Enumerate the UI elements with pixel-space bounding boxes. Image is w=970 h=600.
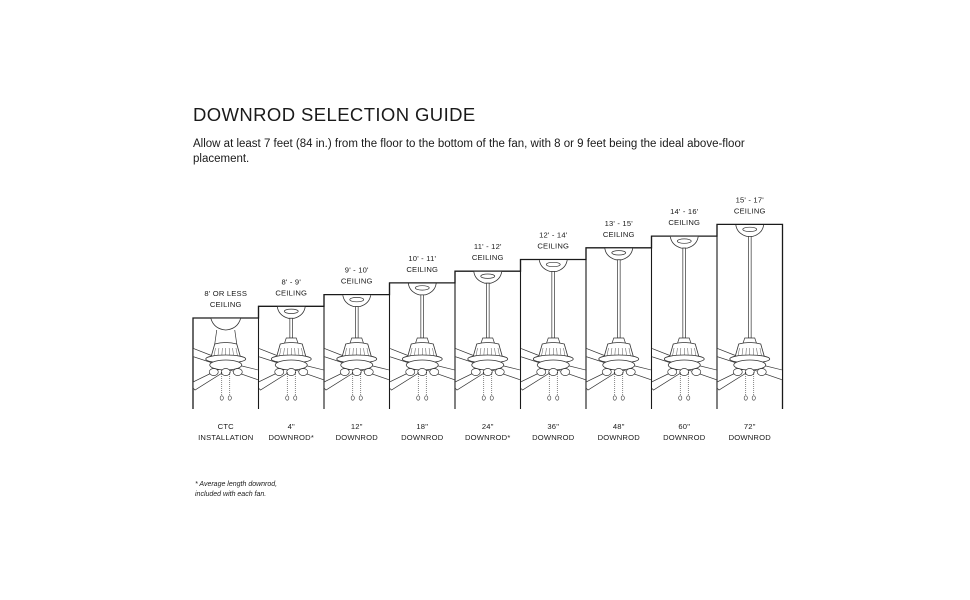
ceiling-height-label: 15' - 17' (735, 195, 764, 205)
page-title: DOWNROD SELECTION GUIDE (193, 104, 476, 125)
ceiling-height-label: CEILING (733, 206, 766, 216)
light-cup (406, 369, 415, 376)
pull-chain-fob (359, 396, 362, 400)
ceiling-fan-icon (447, 271, 529, 400)
motor-housing-top (215, 330, 237, 344)
light-cup (692, 369, 701, 376)
pull-chain-fob (228, 396, 231, 400)
downrod (552, 272, 555, 339)
light-cup (745, 369, 754, 376)
ceiling-fan-icon (382, 283, 464, 400)
ceiling-fan-icon (251, 306, 333, 400)
light-cup (430, 369, 439, 376)
fan-blade (255, 368, 290, 390)
downrod-length-label: 60" (678, 422, 691, 431)
downrod-length-label: DOWNROD* (465, 433, 511, 442)
fan-blade (517, 368, 552, 390)
fan-column (644, 207, 726, 442)
ceiling-fan-icon (578, 248, 660, 400)
ceiling-height-label: 11' - 12' (473, 242, 502, 252)
ceiling-fan-icon (513, 260, 595, 401)
light-cup (483, 369, 492, 376)
pull-chain-fob (417, 396, 420, 400)
downrod-length-label: 4" (287, 422, 295, 431)
downrod-length-label: 72" (743, 422, 756, 431)
downrod-length-label: DOWNROD (335, 433, 378, 442)
intro-text: Allow at least 7 feet (84 in.) from the floor to the bottom of the fan, with 8 or 9 feet being the ideal above-floor placement. (193, 138, 745, 165)
light-cup (287, 369, 296, 376)
pull-chain-fob (220, 396, 223, 400)
light-cup (626, 369, 635, 376)
downrod-length-label: DOWNROD (728, 433, 771, 442)
light-cup (418, 369, 427, 376)
pull-chain-fob (679, 396, 682, 400)
downrod-length-label: CTC (217, 422, 234, 431)
light-cup (757, 369, 766, 376)
ceiling-height-label: CEILING (668, 218, 701, 228)
ceiling-height-label: 9' - 10' (344, 265, 369, 275)
downrod-length-label: DOWNROD (597, 433, 640, 442)
canopy (211, 318, 241, 330)
downrod (683, 248, 686, 338)
light-cup (471, 369, 480, 376)
pull-chain-fob (351, 396, 354, 400)
fan-blade (320, 368, 355, 390)
downrod-length-label: 48" (612, 422, 625, 431)
light-cup (352, 369, 361, 376)
pull-chain-fob (621, 396, 624, 400)
ceiling-height-label: CEILING (471, 253, 504, 263)
ceiling-fan-icon (709, 224, 791, 400)
ceiling-height-label: 12' - 14' (539, 230, 568, 240)
footnote (195, 480, 335, 499)
light-cup (299, 369, 308, 376)
pull-chain-fob (294, 396, 297, 400)
downrod (290, 318, 293, 338)
ceiling-fan-icon (316, 295, 398, 401)
ceiling-height-label: 14' - 16' (670, 207, 699, 217)
ceiling-height-label: CEILING (406, 264, 439, 274)
downrod (355, 307, 358, 338)
pull-chain-fob (687, 396, 690, 400)
canopy (670, 236, 698, 248)
light-cup (602, 369, 611, 376)
canopy (408, 283, 436, 295)
downrod-length-label: 18" (416, 422, 429, 431)
footnote-line-1: * Average length downrod, (195, 481, 278, 488)
canopy (277, 306, 305, 318)
pull-chain-fob (482, 396, 485, 400)
downrod (617, 260, 620, 338)
fan-column (316, 266, 398, 442)
downrod (486, 283, 489, 338)
light-cup (209, 369, 218, 376)
ceiling-height-label: CEILING (340, 276, 373, 286)
fan-column (447, 242, 529, 442)
pull-chain-fob (613, 396, 616, 400)
fan-blade (386, 368, 421, 390)
ceiling-height-label: 8' OR LESS (204, 289, 248, 298)
fan-column (185, 289, 267, 442)
light-cup (561, 369, 570, 376)
pull-chain-fob (556, 396, 559, 400)
ceiling-height-label: 8' - 9' (281, 277, 301, 287)
downrod-length-label: 36" (547, 422, 560, 431)
ceiling-height-label: CEILING (275, 288, 308, 298)
downrod (421, 295, 424, 338)
light-cup (364, 369, 373, 376)
fan-column (578, 219, 660, 442)
downrod-length-label: DOWNROD (532, 433, 575, 442)
light-cup (680, 369, 689, 376)
canopy (474, 271, 502, 283)
canopy (605, 248, 633, 260)
light-cup (275, 369, 284, 376)
ceiling-height-label: 10' - 11' (408, 253, 437, 263)
downrod-length-label: DOWNROD* (268, 433, 314, 442)
fan-blade (648, 368, 683, 390)
ceiling-height-label: CEILING (602, 229, 635, 239)
canopy (539, 260, 567, 272)
fan-blade (451, 368, 486, 390)
fan-blade (582, 368, 617, 390)
pull-chain-fob (490, 396, 493, 400)
light-cup (549, 369, 558, 376)
downrod-length-label: 24" (481, 422, 494, 431)
light-cup (614, 369, 623, 376)
pull-chain-fob (744, 396, 747, 400)
fan-column (382, 254, 464, 442)
light-cup (537, 369, 546, 376)
canopy (343, 295, 371, 307)
downrod-length-label: DOWNROD (663, 433, 706, 442)
fan-blade (189, 368, 224, 390)
light-cup (340, 369, 349, 376)
pull-chain-fob (286, 396, 289, 400)
footnote-line-2: included with each fan. (195, 490, 267, 498)
pull-chain-fob (425, 396, 428, 400)
fan-column (251, 277, 333, 442)
light-cup (733, 369, 742, 376)
downrod-length-label: INSTALLATION (198, 433, 254, 442)
downrod-length-label: DOWNROD (401, 433, 444, 442)
light-cup (221, 369, 230, 376)
ceiling-height-label: CEILING (209, 300, 242, 309)
ceiling-fan-icon (185, 318, 267, 400)
fan-column (709, 195, 791, 442)
fan-column (513, 231, 595, 443)
pull-chain-fob (548, 396, 551, 400)
canopy (736, 224, 764, 236)
downrod-length-label: 12" (350, 422, 363, 431)
light-cup (495, 369, 504, 376)
light-cup (668, 369, 677, 376)
fan-blade (713, 368, 748, 390)
pull-chain-fob (752, 396, 755, 400)
ceiling-height-label: CEILING (537, 241, 570, 251)
light-cup (233, 369, 242, 376)
ceiling-height-label: 13' - 15' (604, 218, 633, 228)
downrod (748, 236, 751, 338)
ceiling-fan-icon (644, 236, 726, 400)
